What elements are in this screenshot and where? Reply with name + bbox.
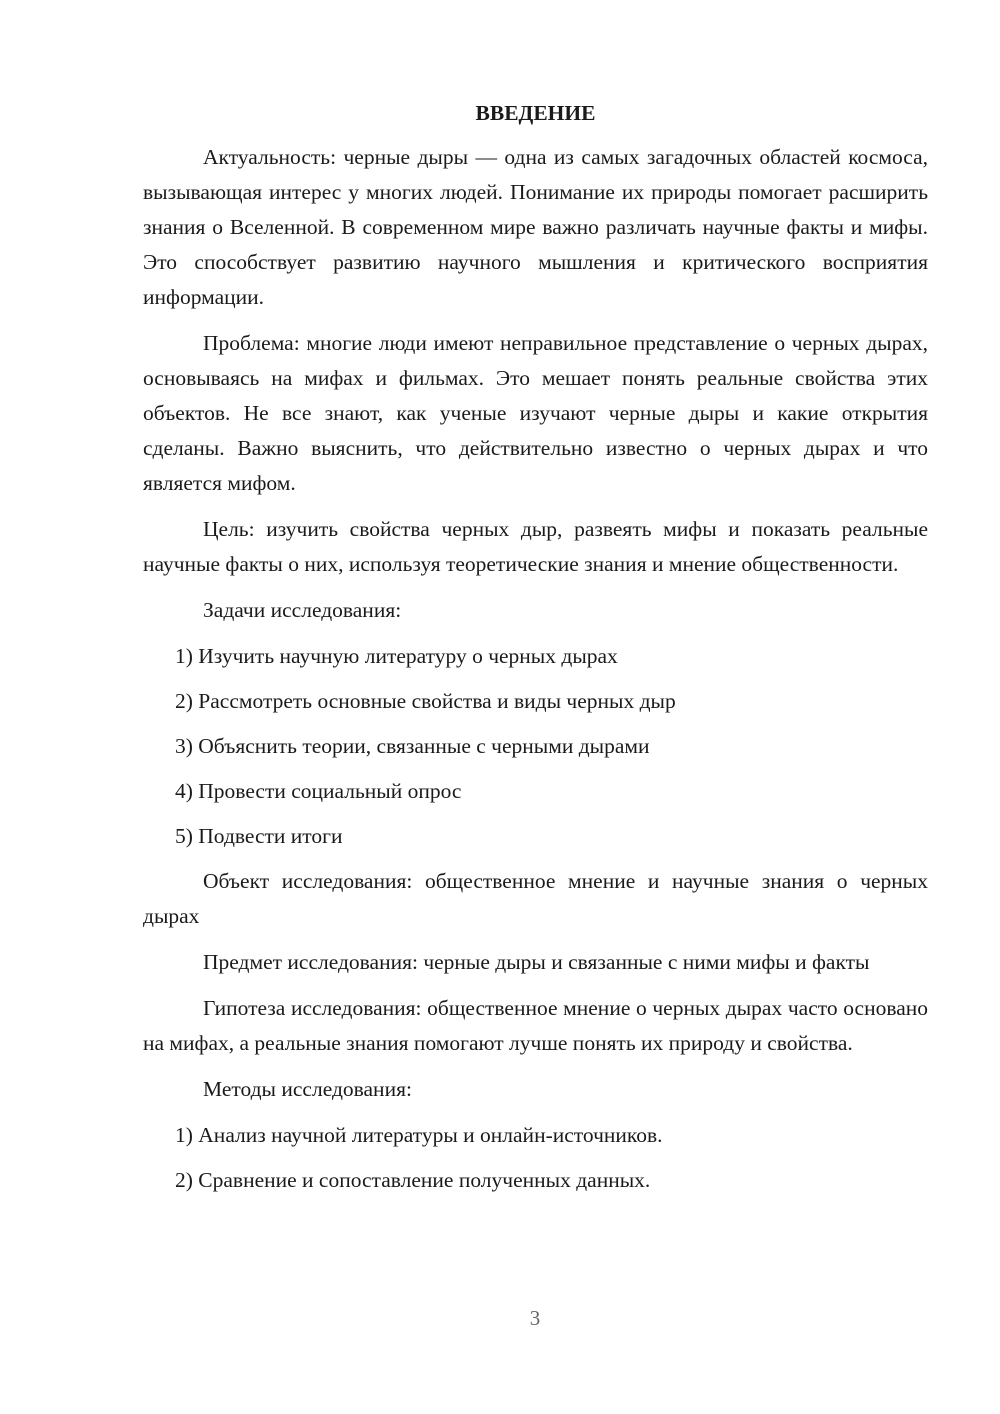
document-page	[143, 96, 928, 1208]
list-item: 4) Провести социальный опрос	[175, 779, 462, 803]
paragraph-object: Объект исследования: общественное мнение и научные знания о черных дырах	[143, 869, 928, 928]
tasks-list	[143, 639, 928, 854]
list-item: 2) Сравнение и сопоставление полученных данных.	[175, 1168, 651, 1192]
list-item: 1) Изучить научную литературу о черных дырах	[175, 644, 618, 668]
methods-heading: Методы исследования:	[203, 1077, 412, 1101]
page-number: 3	[529, 1306, 541, 1330]
methods-list	[143, 1118, 928, 1198]
list-item: 3) Объяснить теории, связанные с черными дырами	[175, 734, 650, 758]
paragraph-hypothesis: Гипотеза исследования: общественное мнение о черных дырах часто основано на мифах, а реальные знания помогают лучше понять их природу и свойства.	[143, 996, 928, 1055]
tasks-heading: Задачи исследования:	[203, 598, 402, 622]
paragraph-goal: Цель: изучить свойства черных дыр, развеять мифы и показать реальные научные факты о них, используя теоретические знания и мнение общественности.	[143, 517, 928, 576]
list-item: 2) Рассмотреть основные свойства и виды черных дыр	[175, 689, 676, 713]
list-item: 1) Анализ научной литературы и онлайн-источников.	[175, 1123, 663, 1147]
section-title: ВВЕДЕНИЕ	[475, 101, 596, 125]
paragraph-subject: Предмет исследования: черные дыры и связанные с ними мифы и факты	[203, 950, 870, 974]
paragraph-relevance: Актуальность: черные дыры — одна из самых загадочных областей космоса, вызывающая интерес у многих людей. Понимание их природы помогает расширить знания о Вселенной. В современном мире важно различать научные факты и мифы. Это способствует развитию научного мышления и критического восприятия информации.	[143, 145, 928, 309]
paragraph-problem: Проблема: многие люди имеют неправильное представление о черных дырах, основываясь на мифах и фильмах. Это мешает понять реальные свойства этих объектов. Не все знают, как ученые изучают черные дыры и какие открытия сделаны. Важно выяснить, что действительно известно о черных дырах и что является мифом.	[143, 331, 928, 495]
list-item: 5) Подвести итоги	[175, 824, 343, 848]
